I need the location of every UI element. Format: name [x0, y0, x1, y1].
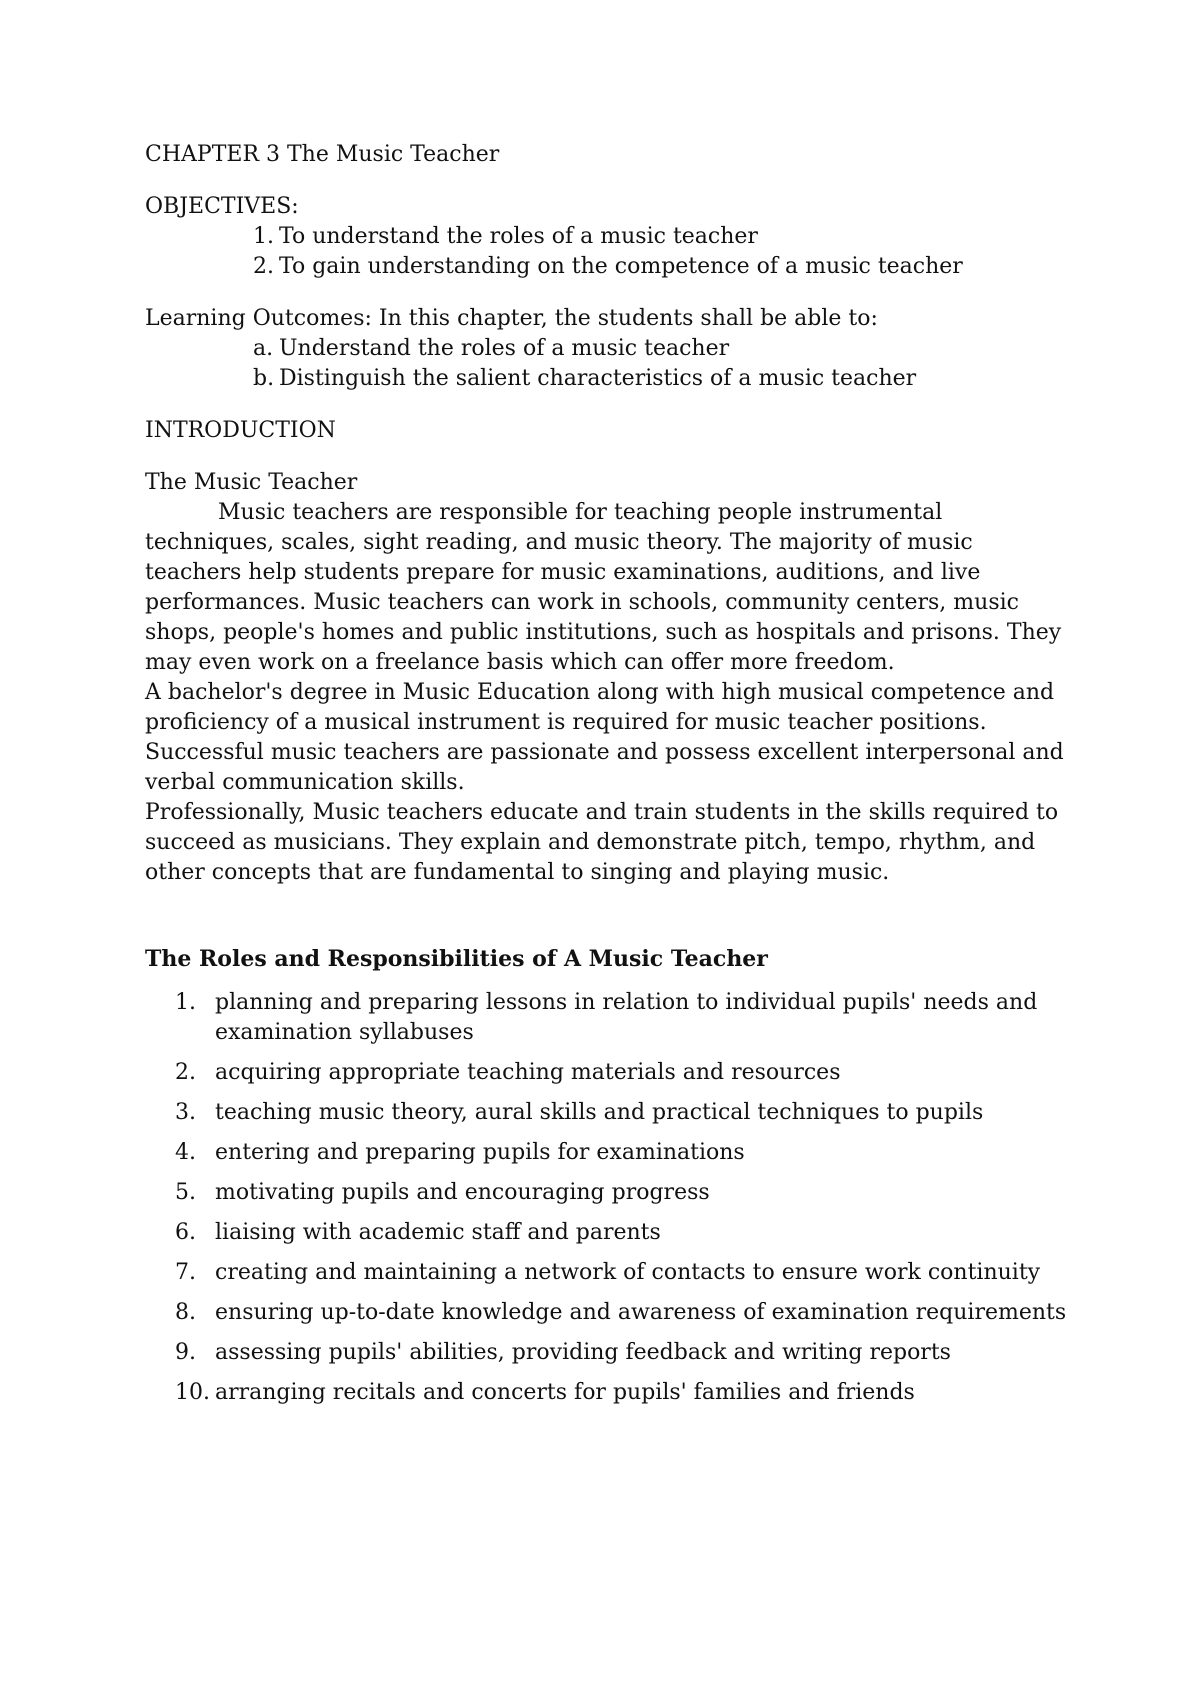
learning-outcomes-section [145, 304, 1075, 394]
role-text: ensuring up-to-date knowledge and awareness of examination requirements [215, 1300, 1067, 1325]
role-item [175, 1338, 1075, 1368]
role-number: 1. [175, 990, 196, 1015]
objectives-section [145, 192, 1075, 282]
role-item [175, 1218, 1075, 1248]
role-number: 6. [175, 1220, 196, 1245]
role-text: motivating pupils and encouraging progress [215, 1180, 710, 1205]
introduction-paragraph-3: Professionally, Music teachers educate and train students in the skills required to succeed as musicians. They explain and demonstrate pitch, tempo, rhythm, and other concepts that are fundamental to singing and playing music. [145, 800, 1059, 885]
role-item [175, 1298, 1075, 1328]
role-text: entering and preparing pupils for examinations [215, 1140, 745, 1165]
objective-marker: 1. [253, 224, 274, 249]
outcome-item [253, 364, 1075, 394]
role-item [175, 1098, 1075, 1128]
role-number: 2. [175, 1060, 196, 1085]
role-number: 5. [175, 1180, 196, 1205]
chapter-title: CHAPTER 3 The Music Teacher [145, 142, 500, 167]
introduction-section [145, 468, 1075, 888]
objectives-list [145, 222, 1075, 282]
objective-item [253, 222, 1075, 252]
role-number: 4. [175, 1140, 196, 1165]
introduction-paragraph-2: A bachelor's degree in Music Education along with high musical competence and proficiency of a musical instrument is required for music teacher positions. Successful music teachers are passionate and possess excellent interpersonal and verbal communication skills. [145, 680, 1064, 795]
role-item [175, 1178, 1075, 1208]
role-text: planning and preparing lessons in relation to individual pupils' needs and examination syllabuses [215, 990, 1038, 1045]
roles-list [145, 988, 1075, 1408]
role-item [175, 1378, 1075, 1408]
role-text: arranging recitals and concerts for pupils' families and friends [215, 1380, 915, 1405]
objective-marker: 2. [253, 254, 274, 279]
learning-outcomes-heading: Learning Outcomes: In this chapter, the students shall be able to: [145, 306, 878, 331]
learning-outcomes-list [145, 334, 1075, 394]
outcome-marker: b. [253, 366, 275, 391]
role-item [175, 1258, 1075, 1288]
objective-item [253, 252, 1075, 282]
introduction-heading: INTRODUCTION [145, 418, 336, 443]
objective-text: To gain understanding on the competence of a music teacher [279, 254, 963, 279]
role-text: creating and maintaining a network of contacts to ensure work continuity [215, 1260, 1041, 1285]
role-text: assessing pupils' abilities, providing feedback and writing reports [215, 1340, 951, 1365]
role-number: 8. [175, 1300, 196, 1325]
role-number: 9. [175, 1340, 196, 1365]
role-number: 3. [175, 1100, 196, 1125]
role-text: acquiring appropriate teaching materials and resources [215, 1060, 841, 1085]
outcome-text: Distinguish the salient characteristics of a music teacher [279, 366, 917, 391]
roles-heading: The Roles and Responsibilities of A Music Teacher [145, 946, 768, 972]
role-text: teaching music theory, aural skills and practical techniques to pupils [215, 1100, 984, 1125]
outcome-marker: a. [253, 336, 274, 361]
document-page [145, 140, 1075, 1418]
role-number: 10. [175, 1380, 210, 1405]
introduction-paragraph-1: Music teachers are responsible for teaching people instrumental techniques, scales, sight reading, and music theory. The majority of music teachers help students prepare for music examinations, auditions, and live performances. Music teachers can work in schools, community centers, music shops, people's homes and public institutions, such as hospitals and prisons. They may even work on a freelance basis which can offer more freedom. [145, 500, 1062, 675]
objective-text: To understand the roles of a music teacher [279, 224, 758, 249]
role-text: liaising with academic staff and parents [215, 1220, 661, 1245]
roles-section [145, 944, 1075, 1408]
role-item [175, 1058, 1075, 1088]
role-item [175, 988, 1075, 1048]
objectives-heading: OBJECTIVES: [145, 194, 299, 219]
role-item [175, 1138, 1075, 1168]
role-number: 7. [175, 1260, 196, 1285]
outcome-text: Understand the roles of a music teacher [279, 336, 730, 361]
introduction-subheading: The Music Teacher [145, 470, 358, 495]
outcome-item [253, 334, 1075, 364]
